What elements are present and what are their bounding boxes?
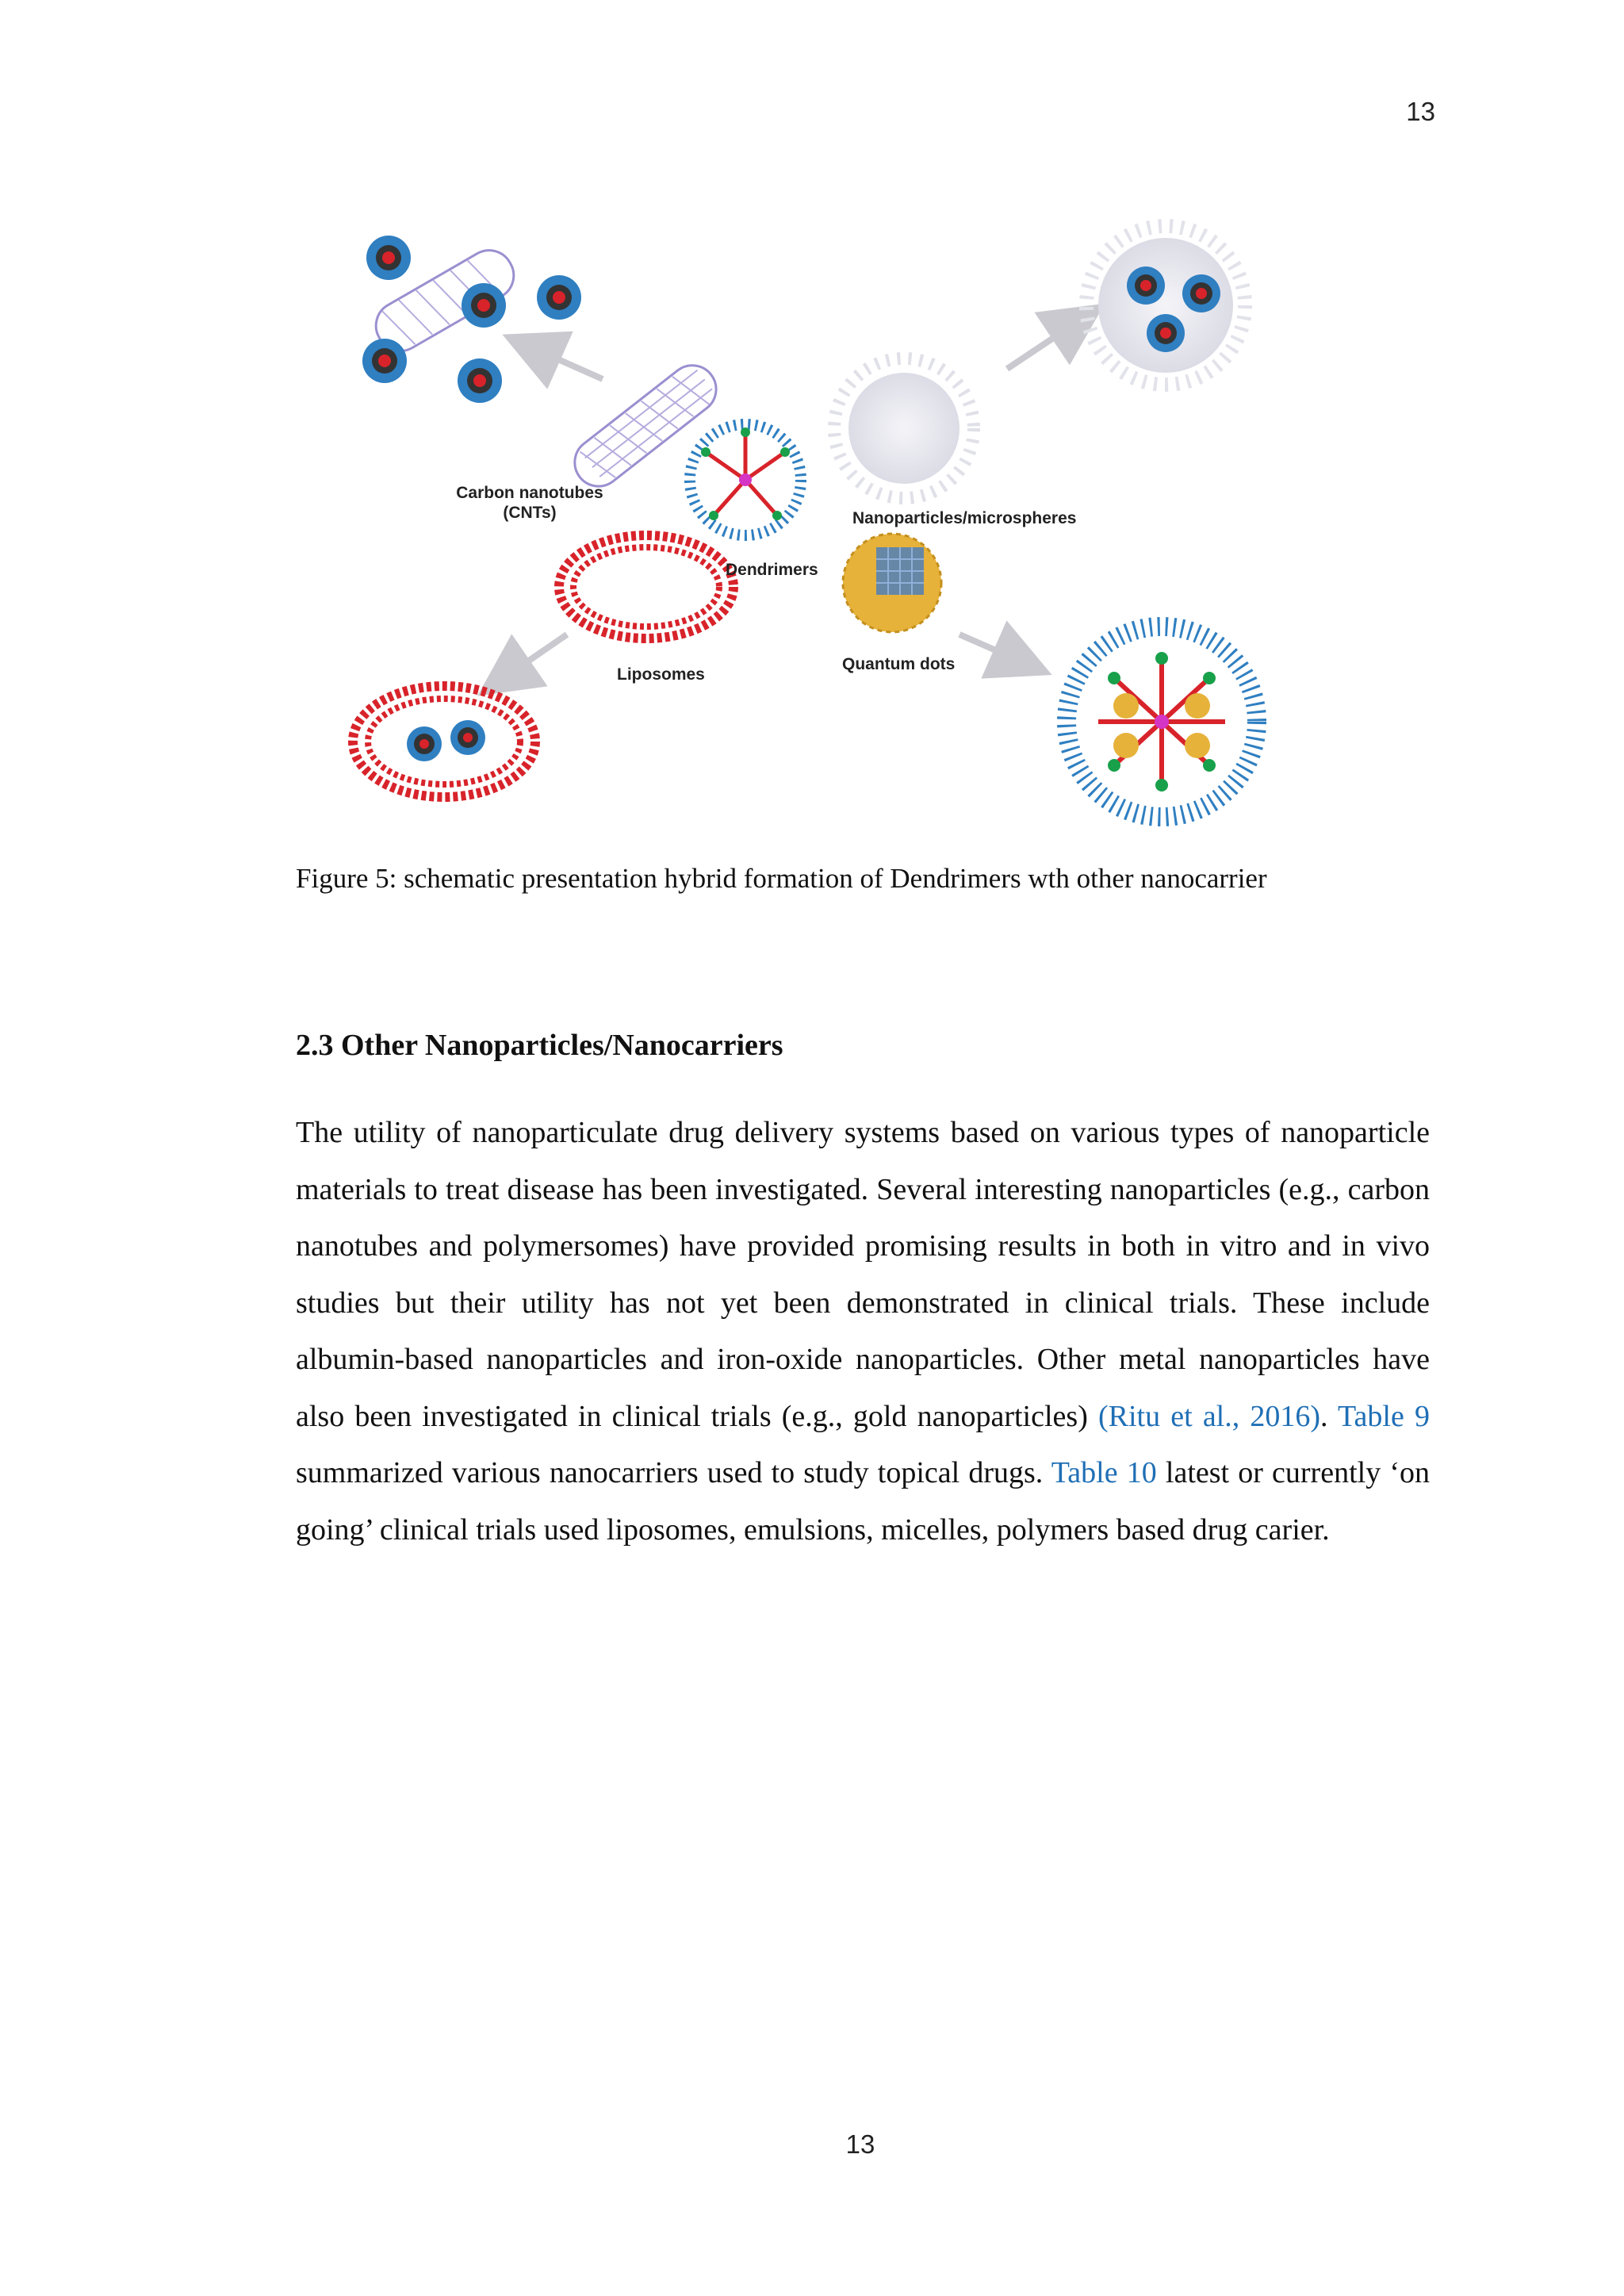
page-number-bottom: 13 <box>845 2129 875 2159</box>
cnt-hybrid-illustration <box>362 236 581 403</box>
body-text-part: . <box>1320 1399 1338 1433</box>
body-text-part: The utility of nanoparticulate drug delivery systems based on various types of nanoparticle materials to treat disease has been investigated. Several interesting nanoparticles (e.g., carbon nanotubes and polymersomes) have provided promising results in both in vitro and in vivo studies but their utility has not yet been demonstrated in clinical trials. These include albumin-based nanoparticles and iron-oxide nanoparticles. Other metal nanoparticles have also been investigated in clinical trials (e.g., gold nanoparticles) <box>296 1116 1430 1433</box>
arrow-to-cnt-hybrid <box>531 347 603 379</box>
drug-particle-icon <box>458 358 502 403</box>
drug-particle-icon <box>407 726 442 761</box>
citation-link[interactable]: (Ritu et al., 2016) <box>1098 1399 1321 1433</box>
body-paragraph <box>296 1105 1430 1558</box>
quantum-dot-dendrimer-hybrid-illustration <box>1067 627 1257 817</box>
drug-particle-icon <box>537 275 581 320</box>
label-cnts: (CNTs) <box>503 504 557 522</box>
arrow-to-liposome-hybrid <box>504 634 567 678</box>
drug-particle-icon <box>362 339 407 383</box>
drug-particle-icon <box>462 283 506 328</box>
figure-svg <box>325 214 1293 841</box>
arrow-to-quantum-dot-hybrid <box>959 634 1023 662</box>
nanoparticle-microsphere-illustration <box>834 358 974 498</box>
drug-particle-icon <box>1182 274 1220 312</box>
liposome-illustration <box>559 535 733 638</box>
body-text-part: summarized various nanocarriers used to study topical drugs. <box>296 1456 1051 1489</box>
quantum-dot-illustration <box>843 534 941 632</box>
drug-particle-icon <box>366 236 411 280</box>
liposome-hybrid-illustration <box>353 686 535 797</box>
label-quantum-dots: Quantum dots <box>842 655 956 673</box>
table-9-link[interactable]: Table 9 <box>1338 1399 1430 1433</box>
page-number-top: 13 <box>1406 97 1435 126</box>
arrow-to-nanoparticle-hybrid <box>1007 321 1078 369</box>
label-liposomes: Liposomes <box>617 665 705 684</box>
label-nanoparticles-microspheres: Nanoparticles/microspheres <box>852 509 1077 527</box>
section-heading: 2.3 Other Nanoparticles/Nanocarriers <box>296 1029 783 1062</box>
figure-nanocarrier-hybrids <box>325 214 1293 841</box>
drug-particle-icon <box>1147 314 1185 352</box>
nanoparticle-hybrid-illustration <box>1086 226 1245 385</box>
drug-particle-icon <box>450 720 485 755</box>
label-carbon-nanotubes: Carbon nanotubes <box>456 484 603 502</box>
figure-caption: Figure 5: schematic presentation hybrid formation of Dendrimers wth other nanocarrier <box>296 863 1267 894</box>
label-dendrimers: Dendrimers <box>726 561 818 579</box>
carbon-nanotube-illustration <box>565 356 726 496</box>
dendrimer-illustration <box>690 424 801 535</box>
table-10-link[interactable]: Table 10 <box>1051 1456 1157 1489</box>
body-text-part: latest or currently ‘on going’ clinical trials used liposomes, emulsions, micelles, polymers based drug carier. <box>296 1456 1430 1547</box>
drug-particle-icon <box>1127 266 1165 305</box>
